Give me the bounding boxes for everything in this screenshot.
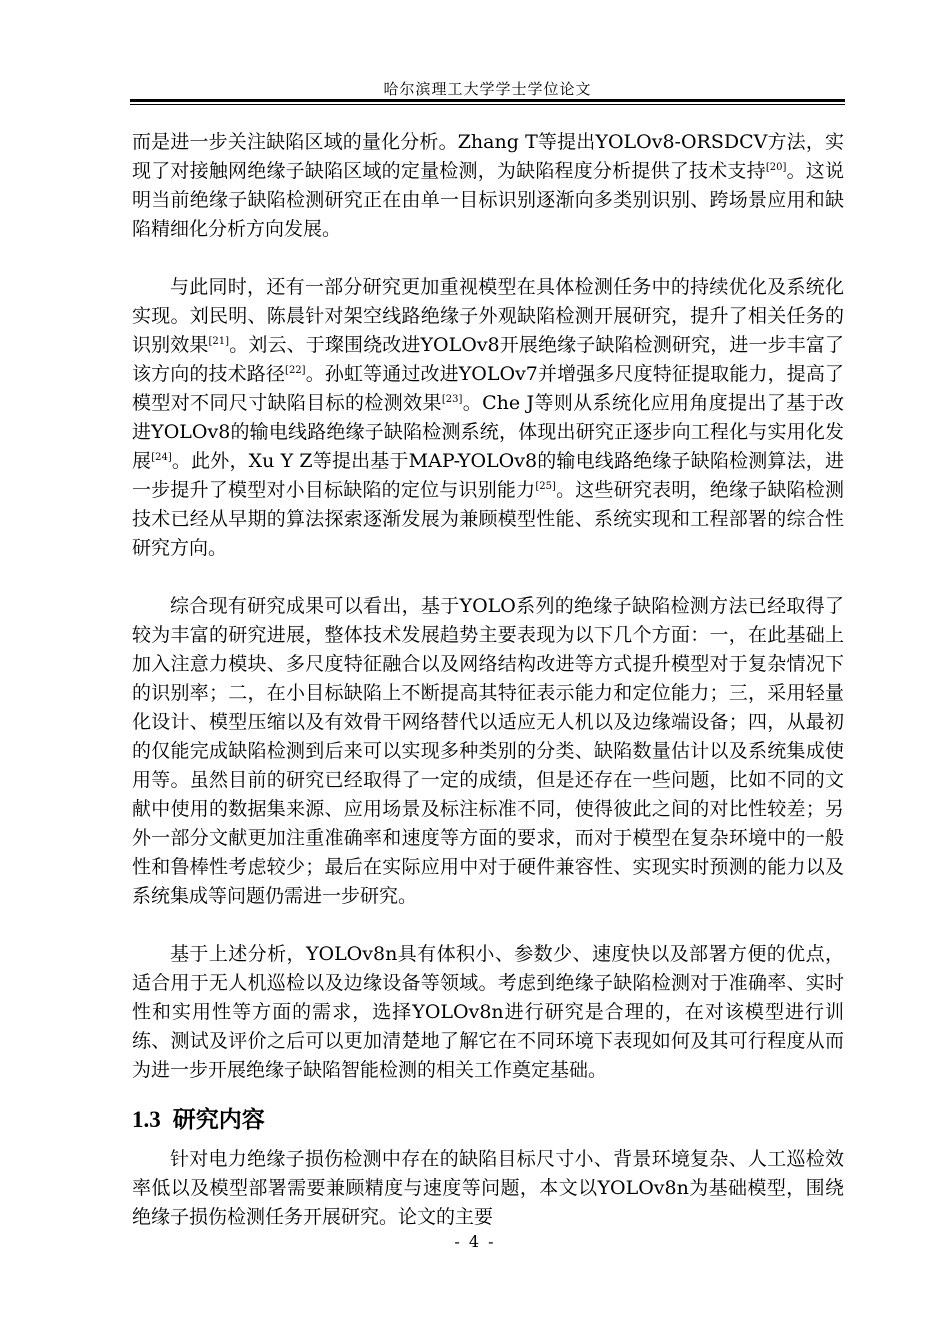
section-heading <box>132 1103 844 1137</box>
citation-ref: [22] <box>285 365 306 376</box>
page-body <box>132 128 844 1232</box>
body-paragraph: 综合现有研究成果可以看出，基于YOLO系列的绝缘子缺陷检测方法已经取得了较为丰富的研究进展，整体技术发展趋势主要表现为以下几个方面：一，在此基础上加入注意力模块、多尺度特征融合以及网络结构改进等方式提升模型对于复杂情况下的识别率；二，在小目标缺陷上不断提高其特征表示能力和定位能力；三，采用轻量化设计、模型压缩以及有效骨干网络替代以适应无人机以及边缘端设备；四，从最初的仅能完成缺陷检测到后来可以实现多种类别的分类、缺陷数量估计以及系统集成使用等。虽然目前的研究已经取得了一定的成绩，但是还存在一些问题，比如不同的文献中使用的数据集来源、应用场景及标注标准不同，使得彼此之间的对比性较差；另外一部分文献更加注重准确率和速度等方面的要求，而对于模型在复杂环境中的一般性和鲁棒性考虑较少；最后在实际应用中对于硬件兼容性、实现实时预测的能力以及系统集成等问题仍需进一步研究。 <box>132 595 844 907</box>
citation-ref: [21] <box>208 336 230 347</box>
section-title: 研究内容 <box>172 1107 265 1133</box>
running-header: 哈尔滨理工大学学士学位论文 <box>383 80 592 98</box>
body-paragraph: 与此同时，还有一部分研究更加重视模型在具体检测任务中的持续优化及系统化实现。刘民明、陈晨针对架空线路绝缘子外观缺陷检测开展研究，提升了相关任务的识别效果[21]。刘云、于璨围绕改进YOLOv8开展绝缘子缺陷检测研究，进一步丰富了该方向的技术路径[22]。孙虹等通过改进YOLOv7并增强多尺度特征提取能力，提高了模型对不同尺寸缺陷目标的检测效果[23]。Che J等则从系统化应用角度提出了基于改进YOLOv8的输电线路绝缘子缺陷检测系统，体现出研究正逐步向工程化与实用化发展[24]。此外，Xu Y Z等提出基于MAP-YOLOv8的输电线路绝缘子缺陷检测算法，进一步提升了模型对小目标缺陷的定位与识别能力[25]。这些研究表明，绝缘子缺陷检测技术已经从早期的算法探索逐渐发展为兼顾模型性能、系统实现和工程部署的综合性研究方向。 <box>132 276 844 559</box>
body-paragraph: 而是进一步关注缺陷区域的量化分析。Zhang T等提出YOLOv8-ORSDCV方法，实现了对接触网绝缘子缺陷区域的定量检测，为缺陷程度分析提供了技术支持[20]。这说明当前绝缘子缺陷检测研究正在由单一目标识别逐渐向多类别识别、跨场景应用和缺陷精细化分析方向发展。 <box>132 131 844 240</box>
section-number: 1.3 <box>132 1107 161 1132</box>
header-rule-thin <box>130 104 845 105</box>
citation-ref: [23] <box>441 394 463 405</box>
citation-ref: [24] <box>151 452 172 463</box>
citation-ref: [20] <box>765 162 787 173</box>
header-rule-thick <box>130 99 845 102</box>
section-paragraph: 针对电力绝缘子损伤检测中存在的缺陷目标尺寸小、背景环境复杂、人工巡检效率低以及模型部署需要兼顾精度与速度等问题，本文以YOLOv8n为基础模型，围绕绝缘子损伤检测任务开展研究。论文的主要 <box>132 1148 844 1228</box>
page-number: - 4 - <box>454 1232 496 1251</box>
citation-ref: [25] <box>535 481 556 492</box>
body-paragraph: 基于上述分析，YOLOv8n具有体积小、参数少、速度快以及部署方便的优点，适合用于无人机巡检以及边缘设备等领域。考虑到绝缘子缺陷检测对于准确率、实时性和实用性等方面的需求，选择YOLOv8n进行研究是合理的，在对该模型进行训练、测试及评价之后可以更加清楚地了解它在不同环境下表现如何及其可行程度从而为进一步开展绝缘子缺陷智能检测的相关工作奠定基础。 <box>132 943 844 1081</box>
